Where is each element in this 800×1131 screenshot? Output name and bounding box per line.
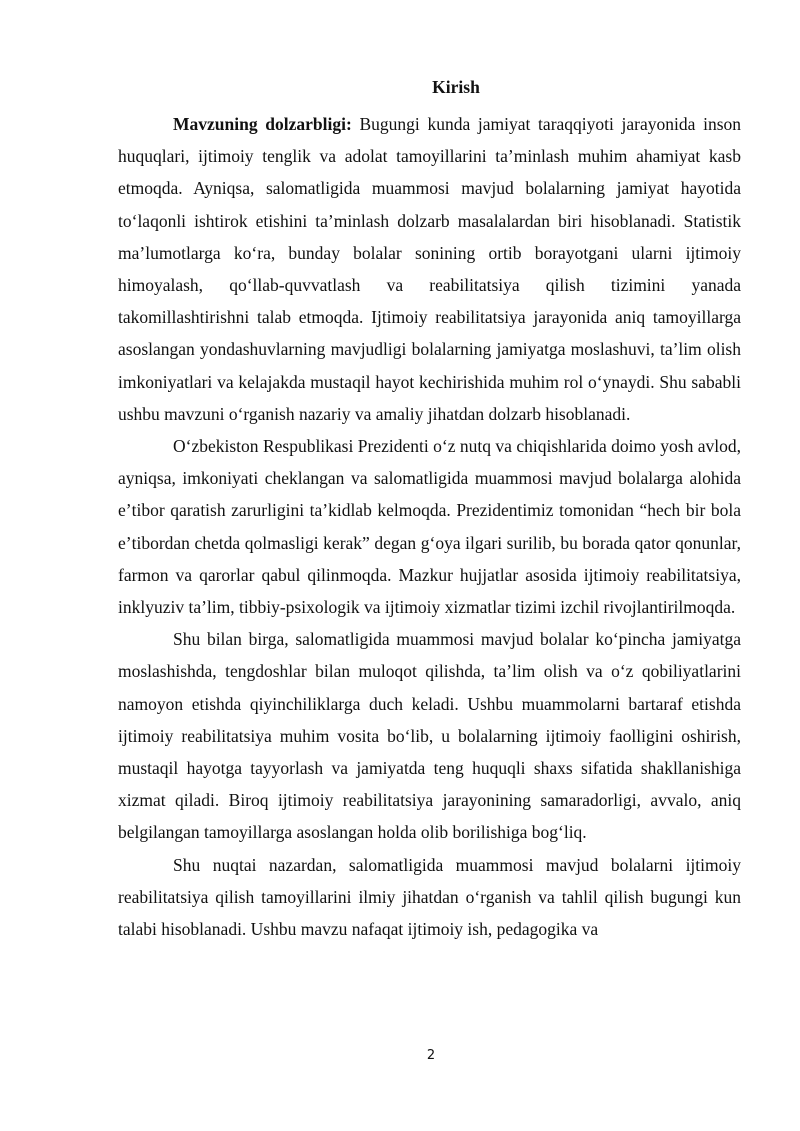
paragraph-text: Shu bilan birga, salomatligida muammosi mavjud bolalar koʻpincha jamiyatga moslashishda, tengdoshlar bilan muloqot qilishda, taʼlim olish va oʻz qobiliyatlarini namoyon etishda qiyinchiliklarga duch keladi. Ushbu muammolarni bartaraf etishda ijtimoiy reabilitatsiya muhim vosita boʻlib, u bolalarning ijtimoiy faolligini oshirish, mustaqil hayotga tayyorlash va jamiyatda teng huquqli shaxs sifatida shakllanishiga xizmat qiladi. Biroq ijtimoiy reabilitatsiya jarayonining samaradorligi, avvalo, aniq belgilangan tamoyillarga asoslangan holda olib borilishiga bogʻliq. [118,629,741,843]
paragraph-lead: Mavzuning dolzarbligi: [173,114,352,134]
paragraph-relevance [118,108,741,430]
page-number: 2 [426,1048,436,1063]
paragraph-text: Oʻzbekiston Respublikasi Prezidenti oʻz nutq va chiqishlarida doimo yosh avlod, ayniqsa, imkoniyati cheklangan va salomatligida muammosi mavjud bolalarga alohida eʼtibor qaratish zarurligini taʼkidlab kelmoqda. Prezidentimiz tomonidan “hech bir bola eʼtibordan chetda qolmasligi kerak” degan gʻoya ilgari surilib, bu borada qator qonunlar, farmon va qarorlar qabul qilinmoqda. Mazkur hujjatlar asosida ijtimoiy reabilitatsiya, inklyuziv taʼlim, tibbiy-psixologik va ijtimoiy xizmatlar tizimi izchil rivojlantirilmoqda. [118,436,741,618]
paragraph-president [118,430,741,623]
section-title: Kirish [432,77,480,97]
paragraph-text: Shu nuqtai nazardan, salomatligida muammosi mavjud bolalarni ijtimoiy reabilitatsiya qilish tamoyillarini ilmiy jihatdan oʻrganish va tahlil qilish bugungi kun talabi hisoblanadi. Ushbu mavzu nafaqat ijtimoiy ish, pedagogika va [118,854,741,940]
body-text [118,108,741,945]
paragraph-text: Bugungi kunda jamiyat taraqqiyoti jarayonida inson huquqlari, ijtimoiy tenglik va adolat tamoyillarini taʼminlash muhim ahamiyat kasb etmoqda. Ayniqsa, salomatligida muammosi mavjud bolalarning jamiyat hayotida toʻlaqonli ishtirok etishini taʼminlash dolzarb masalalardan biri hisoblanadi. Statistik maʼlumotlarga koʻra, bunday bolalar sonining ortib borayotgani ularni ijtimoiy himoyalash, qoʻllab-quvvatlash va reabilitatsiya qilish tizimini yanada takomillashtirishni talab etmoqda. Ijtimoiy reabilitatsiya jarayonida aniq tamoyillarga asoslangan yondashuvlarning mavjudligi bolalarning jamiyatga moslashuvi, taʼlim olish imkoniyatlari va kelajakda mustaqil hayot kechirishida muhim rol oʻynaydi. Shu sababli ushbu mavzuni oʻrganish nazariy va amaliy jihatdan dolzarb hisoblanadi. [118,114,742,424]
paragraph-conclusion [118,849,741,946]
paragraph-difficulties [118,623,741,848]
